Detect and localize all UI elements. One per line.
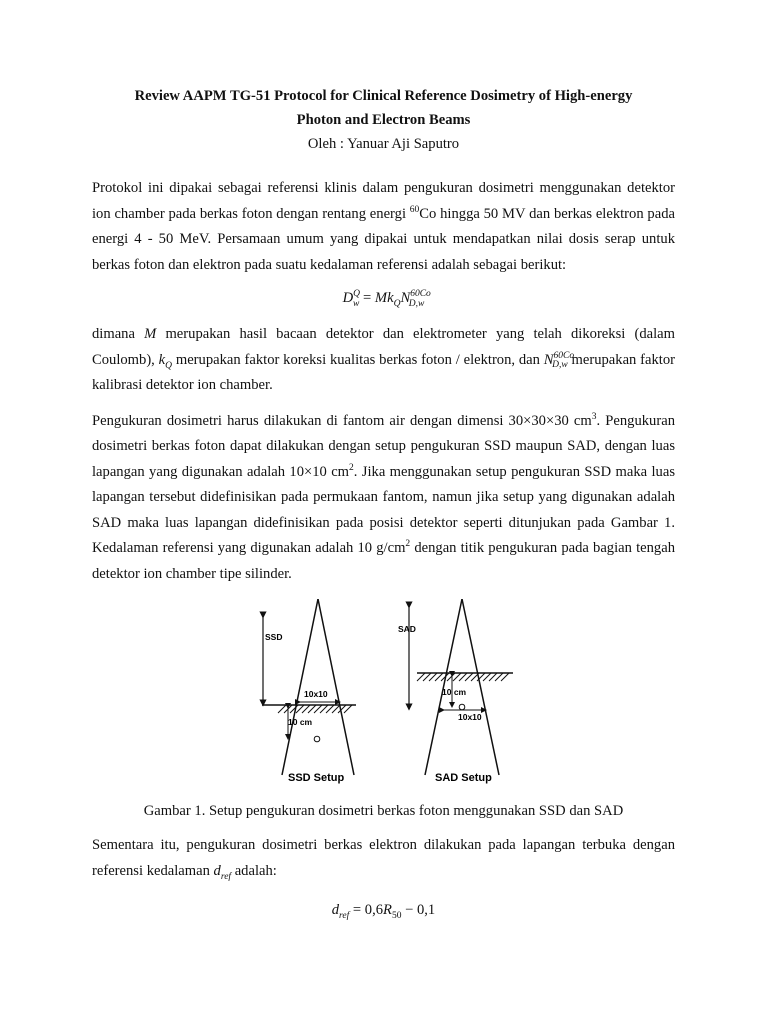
def-k-sub: Q (165, 360, 173, 371)
def-text-b: merupakan hasil bacaan detektor dan elektrometer yang telah dikoreksi (dalam Coulomb), (92, 326, 675, 368)
ssd-ion-chamber (314, 736, 320, 742)
ssd-beam-right-edge (318, 599, 354, 775)
document-title-line-2: Photon and Electron Beams (296, 112, 471, 128)
ssd-setup-title: SSD Setup (288, 772, 345, 784)
eq2-R: R (383, 902, 392, 918)
electron-text-b: adalah: (231, 862, 277, 879)
paragraph-electron (92, 833, 675, 884)
ssd-label: SSD (265, 632, 283, 642)
phantom-text-c: . Jika menggunakan setup pengukuran SSD maka luas lapangan tersebut didefinisikan pada permukaan fantom, namun jika setup yang digunakan adalah SAD maka luas lapangan didefinisikan pada posisi detektor seperti ditunjukan pada Gambar 1. Kedalaman referensi yang digunakan adalah 10 g/cm (92, 463, 675, 556)
def-text-a: dimana (92, 326, 145, 342)
eq-D-sup: Q (353, 289, 361, 300)
sad-field-label: 10x10 (458, 712, 482, 722)
eq2-rest-b: − 0,1 (401, 902, 436, 918)
paragraph-phantom (92, 409, 675, 588)
intro-text-a: Protokol ini dipakai sebagai referensi klinis dalam pengukuran dosimetri menggunakan detektor ion chamber pada berkas foton dengan rentang energi (92, 180, 675, 222)
eq-N-sup: 60Co (410, 289, 431, 300)
eq-D: D (342, 290, 354, 306)
ssd-setup-drawing (262, 599, 356, 784)
def-N: N (543, 351, 554, 368)
eq-M: M (374, 290, 388, 306)
equation-dose (92, 286, 675, 310)
def-text-c: merupakan faktor koreksi kualitas berkas foton / elektron, dan (172, 351, 544, 368)
phantom-sup-3: 3 (591, 411, 597, 422)
ssd-field-label: 10x10 (304, 689, 328, 699)
def-text-d: merupakan faktor kalibrasi detektor ion chamber. (92, 351, 676, 393)
paragraph-intro (92, 176, 675, 278)
electron-d-sub: ref (220, 871, 232, 882)
figure-setup-diagram (92, 599, 675, 789)
sad-beam-right-edge (462, 599, 499, 775)
equation-dref (92, 898, 675, 922)
eq-N: N (400, 290, 411, 306)
def-k: k (158, 351, 166, 368)
def-M: M (144, 326, 157, 342)
intro-text-b: Co hingga 50 MV dan berkas elektron pada energi 4 - 50 MeV. Persamaan umum yang dipakai untuk mendapatkan nilai dosis serap untuk berkas foton dan elektron pada suatu kedalaman referensi adalah sebagai berikut: (92, 205, 675, 273)
sad-depth-label: 10 cm (442, 687, 467, 697)
electron-text-a: Sementara itu, pengukuran dosimetri berkas elektron dilakukan pada lapangan terbuka dengan referensi kedalaman (92, 837, 675, 879)
phantom-text-d: dengan titik pengukuran pada bagian tengah detektor ion chamber tipe silinder. (92, 540, 675, 582)
paragraph-definitions (92, 322, 675, 399)
intro-sup-60: 60 (409, 204, 420, 215)
sad-setup-drawing (398, 599, 513, 784)
eq2-d: d (331, 902, 340, 918)
ssd-beam-left-edge (282, 599, 318, 775)
sad-label: SAD (398, 624, 416, 634)
eq2-R-sub: 50 (391, 910, 402, 921)
figure-caption: Gambar 1. Setup pengukuran dosimetri berkas foton menggunakan SSD dan SAD (143, 803, 624, 819)
eq-D-sub: w (353, 298, 360, 309)
document-author: Oleh : Yanuar Aji Saputro (307, 136, 460, 152)
eq-equals: = (359, 290, 375, 306)
electron-d: d (213, 862, 221, 879)
document-page (92, 84, 675, 922)
phantom-text-b: . Pengukuran dosimetri berkas foton dapat dilakukan dengan setup pengukuran SSD maupun SAD, dengan luas lapangan yang digunakan adalah 10×10 cm (92, 412, 675, 480)
phantom-sup-2a: 2 (349, 462, 354, 473)
def-N-sub: D,w (552, 360, 568, 371)
sad-ion-chamber (459, 704, 465, 710)
phantom-sup-2b: 2 (405, 539, 411, 550)
eq-N-sub: D,w (408, 298, 425, 309)
eq2-d-sub: ref (339, 910, 350, 921)
eq2-rest-a: = 0,6 (349, 902, 384, 918)
document-title-line-1: Review AAPM TG-51 Protocol for Clinical Reference Dosimetry of High-energy (134, 88, 633, 104)
eq-k-sub: Q (393, 298, 401, 309)
setup-diagram-svg (92, 599, 675, 789)
sad-setup-title: SAD Setup (435, 772, 492, 784)
eq-k: k (387, 290, 394, 306)
ssd-depth-label: 10 cm (288, 717, 313, 727)
phantom-text-a: Pengukuran dosimetri harus dilakukan di fantom air dengan dimensi 30×30×30 cm (92, 412, 592, 429)
sad-hatching (417, 673, 509, 681)
def-N-sup: 60Co (553, 350, 575, 361)
